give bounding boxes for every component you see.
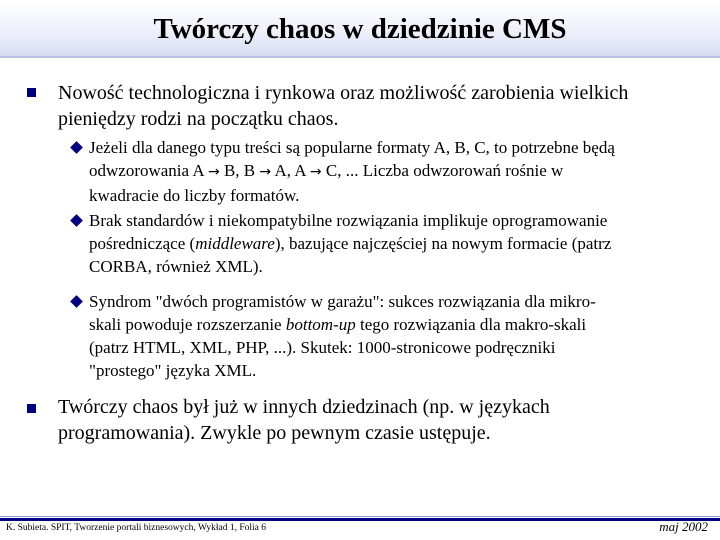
title-divider bbox=[0, 56, 720, 58]
sub-2-emphasis: middleware bbox=[195, 234, 275, 253]
footer-divider-thin bbox=[0, 516, 720, 517]
diamond-bullet-icon bbox=[70, 295, 83, 308]
sub-2-text-b: ), bazujące najczęściej na nowym formacie (patrz bbox=[274, 234, 612, 253]
square-bullet-icon bbox=[27, 404, 36, 413]
sub-3-line-4: "prostego" języka XML. bbox=[89, 361, 257, 380]
bullet-1-line-2: pieniędzy rodzi na początku chaos. bbox=[58, 108, 339, 130]
sub-1-line-1: Jeżeli dla danego typu treści są popularne formaty A, B, C, to potrzebne będą bbox=[89, 138, 615, 157]
sub-3-text-b: tego rozwiązania dla makro-skali bbox=[355, 315, 587, 334]
bullet-1-text bbox=[58, 80, 628, 132]
sub-3-line-1: Syndrom "dwóch programistów w garażu": sukces rozwiązania dla mikro- bbox=[89, 292, 596, 311]
slide-title: Twórczy chaos w dziedzinie CMS bbox=[153, 13, 567, 45]
diamond-bullet-icon bbox=[70, 214, 83, 227]
sub-1-text-c: A, A bbox=[271, 161, 310, 180]
sub-3-line-3: (patrz HTML, XML, PHP, ...). Skutek: 1000-stronicowe podręczniki bbox=[89, 338, 556, 357]
bullet-2-line-1: Twórczy chaos był już w innych dziedzinach (np. w językach bbox=[58, 396, 550, 418]
sub-1-text-a: odwzorowania A bbox=[89, 161, 208, 180]
sub-1-text-d: C, ... Liczba odwzorowań rośnie w bbox=[321, 161, 564, 180]
sub-bullet-1-text bbox=[89, 136, 615, 207]
bullet-2-text bbox=[58, 394, 550, 446]
sub-3-line-2 bbox=[89, 313, 596, 336]
footer-citation: K. Subieta. SPIT, Tworzenie portali biznesowych, Wykład 1, Folia 6 bbox=[6, 523, 266, 533]
sub-2-line-1: Brak standardów i niekompatybilne rozwiązania implikuje oprogramowanie bbox=[89, 211, 608, 230]
diamond-bullet-icon bbox=[70, 141, 83, 154]
sub-1-text-b: B, B bbox=[219, 161, 260, 180]
bullet-2-line-2: programowania). Zwykle po pewnym czasie ustępuje. bbox=[58, 422, 491, 444]
sub-3-text-a: skali powoduje rozszerzanie bbox=[89, 315, 286, 334]
sub-bullet-3-text bbox=[89, 290, 596, 382]
sub-2-line-3: CORBA, również XML). bbox=[89, 257, 263, 276]
footer-divider bbox=[0, 518, 720, 521]
sub-3-emphasis: bottom-up bbox=[285, 315, 356, 334]
sub-2-text-a: pośredniczące ( bbox=[89, 234, 196, 253]
sub-1-line-2 bbox=[89, 159, 615, 184]
bullet-1-line-1: Nowość technologiczna i rynkowa oraz możliwość zarobienia wielkich bbox=[58, 82, 629, 104]
sub-1-line-3: kwadracie do liczby formatów. bbox=[89, 186, 300, 205]
footer-date: maj 2002 bbox=[659, 519, 708, 534]
sub-2-line-2 bbox=[89, 232, 611, 255]
right-arrow-icon: → bbox=[309, 164, 322, 180]
right-arrow-icon: → bbox=[259, 164, 272, 180]
square-bullet-icon bbox=[27, 88, 36, 97]
right-arrow-icon: → bbox=[207, 164, 220, 180]
sub-bullet-2-text bbox=[89, 209, 611, 278]
